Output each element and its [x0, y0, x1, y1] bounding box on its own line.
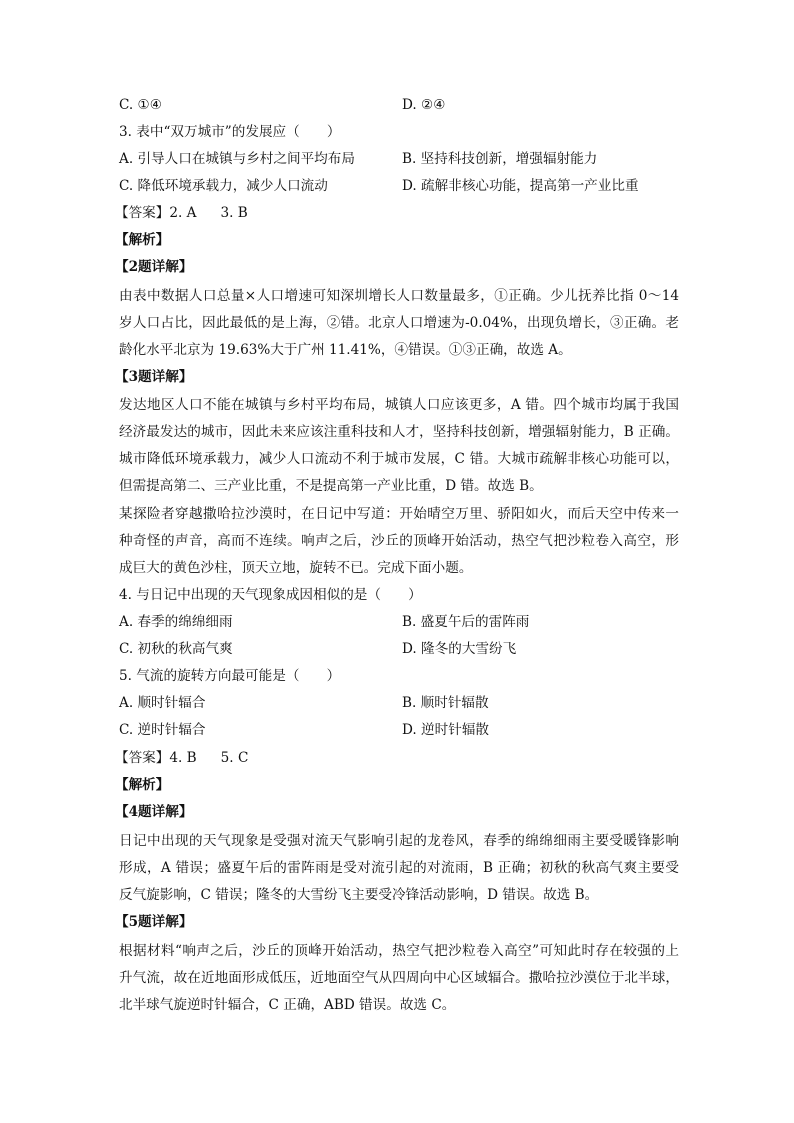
q4-option-d: D. 隆冬的大雪纷飞: [402, 641, 517, 657]
q3-options-row-2: [119, 173, 679, 200]
material-line: 成巨大的黄色沙柱，顶天立地，旋转不已。完成下面小题。: [119, 560, 473, 576]
q5-detail-line: 根据材料“响声之后，沙丘的顶峰开始活动，热空气把沙粒卷入高空”可知此时存在较强的上: [119, 943, 679, 959]
q2-detail-label: 【2题详解】: [115, 259, 193, 275]
q2-option-d: D. ②④: [402, 97, 446, 113]
answer-line-1: [115, 200, 248, 227]
q2-detail-line: 由表中数据人口总量×人口增速可知深圳增长人口数量最多，①正确。少儿抚养比指 0～14: [119, 288, 679, 304]
q5-option-a: A. 顺时针辐合: [119, 695, 206, 711]
q4-option-a: A. 春季的绵绵细雨: [119, 614, 233, 630]
q5-detail-label: 【5题详解】: [115, 914, 193, 930]
q4-stem: 4. 与日记中出现的天气现象成因相似的是（ ）: [119, 587, 422, 603]
answer-2-label: 【答案】4. B: [115, 750, 197, 766]
analysis-label-1: 【解析】: [115, 232, 170, 248]
q2-detail-line: 岁人口占比，因此最低的是上海，②错。北京人口增速为-0.04%，出现负增长，③正确。老: [119, 315, 679, 331]
q5-detail-line: 北半球气旋逆时针辐合，C 正确，ABD 错误。故选 C。: [119, 997, 456, 1013]
q3-option-d: D. 疏解非核心功能，提高第一产业比重: [402, 178, 639, 194]
answer-line-2: [115, 745, 248, 772]
q5-stem: 5. 气流的旋转方向最可能是（ ）: [119, 668, 341, 684]
q5-option-b: B. 顺时针辐散: [402, 695, 489, 711]
answer-1-label: 【答案】2. A: [115, 205, 197, 221]
q3-detail-line: 经济最发达的城市，因此未来应该注重科技和人才，坚持科技创新，增强辐射能力，B 正确。: [119, 424, 679, 440]
q5-option-c: C. 逆时针辐合: [119, 722, 206, 738]
material-line: 种奇怪的声音，高而不连续。响声之后，沙丘的顶峰开始活动，热空气把沙粒卷入高空，形: [119, 533, 679, 549]
q4-option-b: B. 盛夏午后的雷阵雨: [402, 614, 530, 630]
answer-1-second: 3. B: [220, 205, 248, 221]
q3-option-a: A. 引导人口在城镇与乡村之间平均布局: [119, 151, 355, 167]
q2-detail-line: 龄化水平北京为 19.63%大于广州 11.41%，④错误。①③正确，故选 A。: [119, 342, 572, 358]
q4-detail-label: 【4题详解】: [115, 804, 193, 820]
q3-option-c: C. 降低环境承载力，减少人口流动: [119, 178, 328, 194]
q3-detail-line: 但需提高第二、三产业比重，不是提高第一产业比重，D 错。故选 B。: [119, 478, 543, 494]
q4-detail-line: 形成，A 错误；盛夏午后的雷阵雨是受对流引起的对流雨，B 正确；初秋的秋高气爽主要受: [119, 860, 679, 876]
q5-options-row-2: [119, 717, 679, 744]
q4-options-row-1: [119, 609, 679, 636]
q4-detail-line: 反气旋影响，C 错误；隆冬的大雪纷飞主要受冷锋活动影响，D 错误。故选 B。: [119, 887, 599, 903]
q3-options-row-1: [119, 146, 679, 173]
q3-detail-line: 发达地区人口不能在城镇与乡村平均布局，城镇人口应该更多，A 错。四个城市均属于我国: [119, 397, 679, 413]
q5-options-row-1: [119, 690, 679, 717]
q3-detail-line: 城市降低环境承载力，减少人口流动不利于城市发展，C 错。大城市疏解非核心功能可以，: [119, 451, 679, 467]
analysis-label-2: 【解析】: [115, 777, 170, 793]
material-line: 某探险者穿越撒哈拉沙漠时，在日记中写道：开始晴空万里、骄阳如火，而后天空中传来一: [119, 506, 679, 522]
q4-options-row-2: [119, 636, 679, 663]
answer-2-second: 5. C: [220, 750, 249, 766]
q4-option-c: C. 初秋的秋高气爽: [119, 641, 233, 657]
q5-option-d: D. 逆时针辐散: [402, 722, 490, 738]
q3-option-b: B. 坚持科技创新，增强辐射能力: [402, 151, 598, 167]
q3-detail-label: 【3题详解】: [115, 369, 193, 385]
q5-detail-line: 升气流，故在近地面形成低压，近地面空气从四周向中心区域辐合。撒哈拉沙漠位于北半球，: [119, 970, 679, 986]
q4-detail-line: 日记中出现的天气现象是受强对流天气影响引起的龙卷风，春季的绵绵细雨主要受暖锋影响: [119, 833, 679, 849]
q2-option-c: C. ①④: [119, 97, 162, 113]
q3-stem: 3. 表中“双万城市”的发展应（ ）: [119, 124, 341, 140]
q2-options-row: [119, 92, 679, 119]
